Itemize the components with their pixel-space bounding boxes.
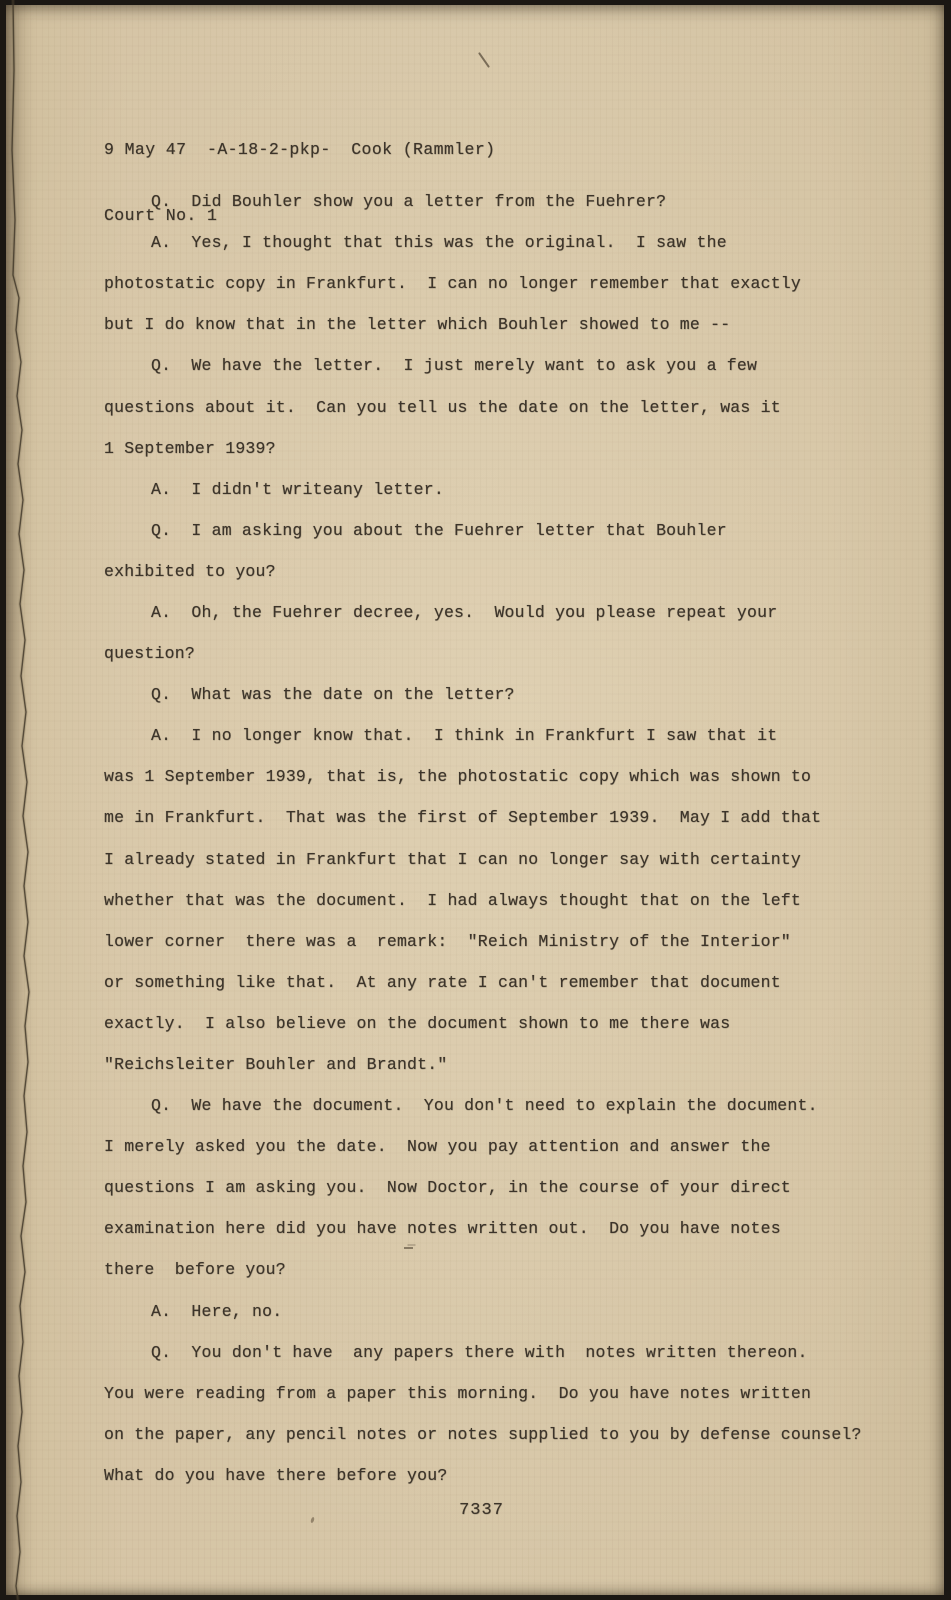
transcript-line: What do you have there before you? — [104, 1465, 448, 1485]
stray-pen-mark — [404, 1247, 413, 1249]
transcript-line: but I do know that in the letter which Bouhler showed to me -- — [104, 315, 731, 335]
transcript-line: lower corner there was a remark: "Reich Ministry of the Interior" — [104, 931, 791, 951]
page-number: 7337 — [459, 1501, 504, 1520]
transcript-line: A. I didn't writeany letter. — [151, 479, 444, 499]
transcript-line: questions about it. Can you tell us the date on the letter, was it — [104, 397, 781, 417]
header-dateline: 9 May 47 -A-18-2-pkp- Cook (Rammler) — [104, 140, 496, 159]
transcript-line: Q. You don't have any papers there with notes written thereon. — [151, 1342, 808, 1362]
transcript-line: Q. We have the document. You don't need to explain the document. — [151, 1096, 818, 1116]
transcript-line: examination here did you have notes written out. Do you have notes — [104, 1219, 781, 1239]
transcript-line: I already stated in Frankfurt that I can no longer say with certainty — [104, 849, 802, 869]
transcript-line: Q. We have the letter. I just merely want to ask you a few — [151, 356, 758, 376]
transcript-line: questions I am asking you. Now Doctor, in the course of your direct — [104, 1178, 791, 1198]
stray-pen-mark — [478, 52, 490, 68]
document-page — [6, 5, 944, 1595]
transcript-line: A. Yes, I thought that this was the original. I saw the — [151, 233, 727, 253]
transcript-line: Q. What was the date on the letter? — [151, 685, 515, 705]
transcript-line: A. Oh, the Fuehrer decree, yes. Would you please repeat your — [151, 602, 778, 622]
transcript-line: Q. Did Bouhler show you a letter from the Fuehrer? — [151, 192, 667, 212]
transcript-line: exactly. I also believe on the document shown to me there was — [104, 1013, 731, 1033]
transcript-line: me in Frankfurt. That was the first of September 1939. May I add that — [104, 808, 822, 828]
header-court-number: Court No. 1 — [104, 206, 218, 225]
transcript-line: 1 September 1939? — [104, 438, 276, 458]
transcript-line: A. I no longer know that. I think in Frankfurt I saw that it — [151, 726, 778, 746]
transcript-body — [104, 181, 914, 1496]
transcript-line: on the paper, any pencil notes or notes supplied to you by defense counsel? — [104, 1424, 862, 1444]
transcript-line: question? — [104, 644, 195, 664]
transcript-line: photostatic copy in Frankfurt. I can no longer remember that exactly — [104, 274, 802, 294]
transcript-line: exhibited to you? — [104, 561, 276, 581]
transcript-line: was 1 September 1939, that is, the photostatic copy which was shown to — [104, 767, 812, 787]
transcript-line: there before you? — [104, 1260, 286, 1280]
transcript-line: You were reading from a paper this morning. Do you have notes written — [104, 1383, 812, 1403]
transcript-line: or something like that. At any rate I can't remember that document — [104, 972, 781, 992]
transcript-line: "Reichsleiter Bouhler and Brandt." — [104, 1055, 448, 1075]
transcript-line: Q. I am asking you about the Fuehrer letter that Bouhler — [151, 520, 727, 540]
transcript-line: A. Here, no. — [151, 1301, 283, 1321]
transcript-line: whether that was the document. I had always thought that on the left — [104, 890, 802, 910]
stray-pen-mark — [310, 1517, 315, 1524]
transcript-line: I merely asked you the date. Now you pay attention and answer the — [104, 1137, 771, 1157]
